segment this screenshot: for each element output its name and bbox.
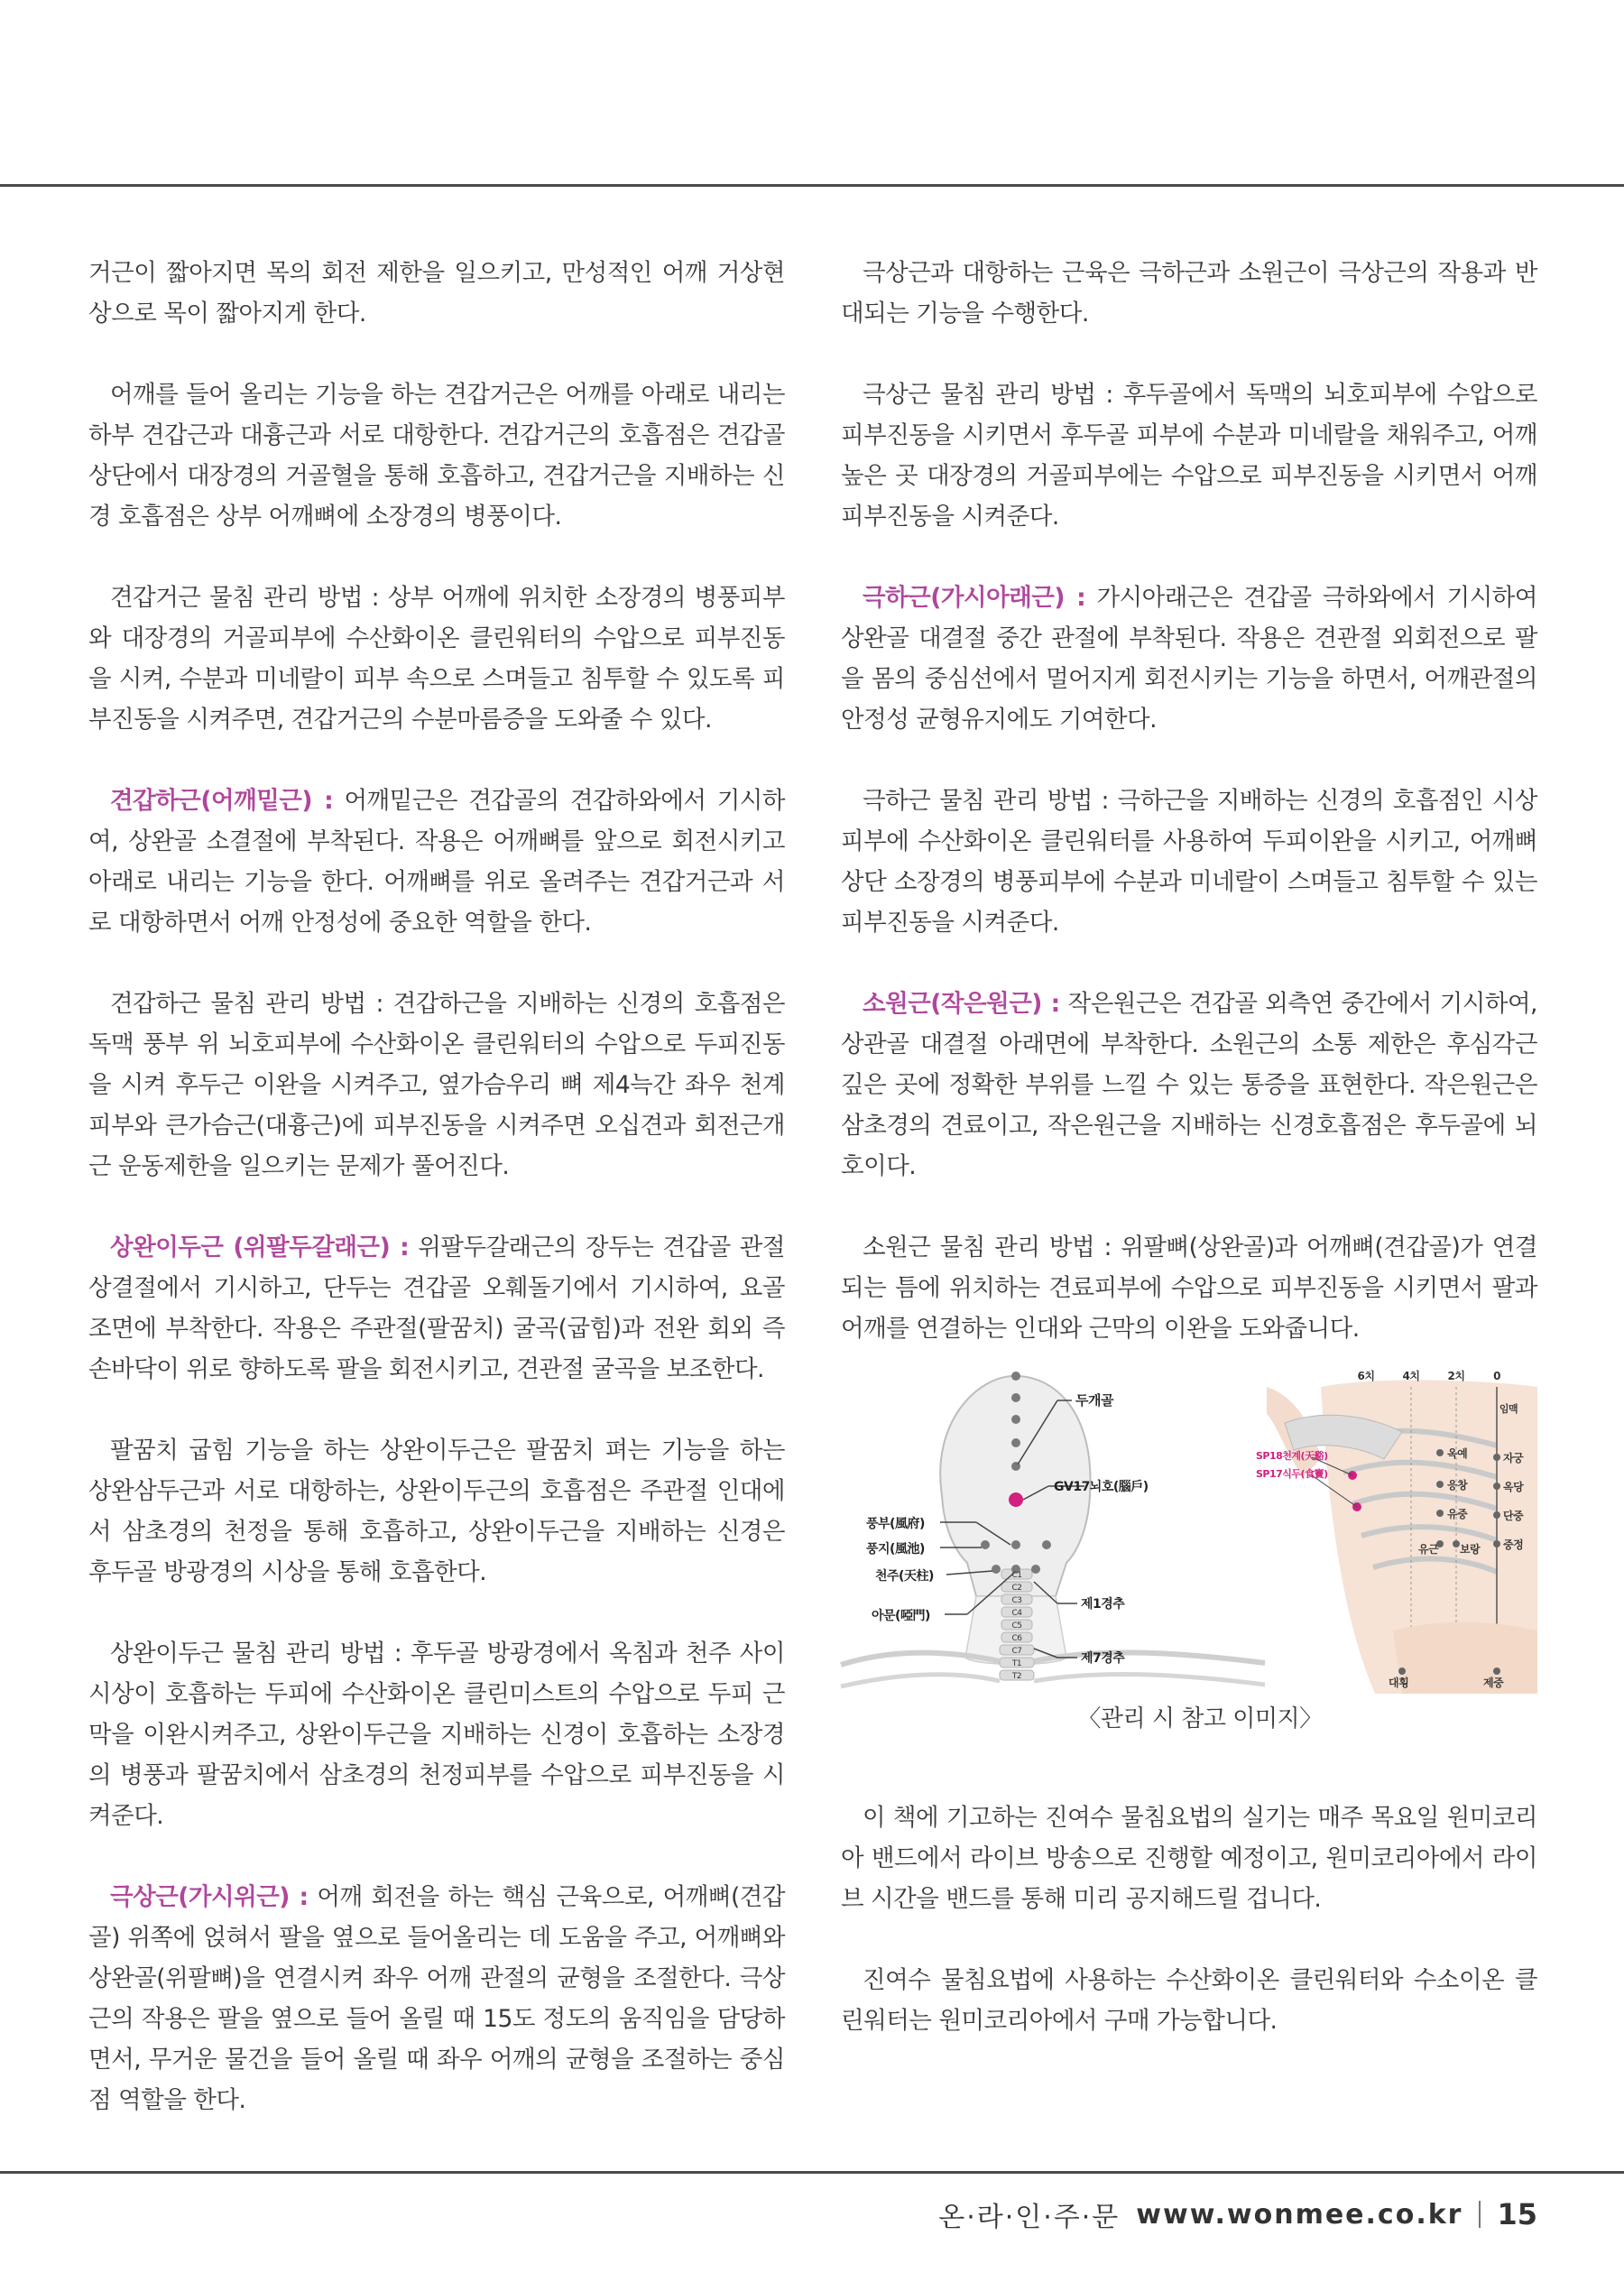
point-label: 보랑 xyxy=(1460,1543,1481,1556)
footer-order-text: 온·라·인·주·문 xyxy=(938,2202,1121,2233)
paragraph: 이 책에 기고하는 진여수 물침요법의 실기는 매주 목요일 원미코리아 밴드에서 라이브 방송으로 진행할 예정이고, 원미코리아에서 라이브 시간을 밴드를 통해 미리 공지해드릴 겁니다. xyxy=(841,1804,1537,1913)
label-fengfu: 풍부(風府) xyxy=(866,1517,925,1531)
paragraph: 소원근 물침 관리 방법 : 위팔뼈(상완골)과 어깨뼈(견갑골)가 연결되는 틈에 위치하는 견료피부에 수압으로 피부진동을 시키면서 팔과 어깨를 연결하는 인대와 근막의 이완을 도와줍니다. xyxy=(841,1233,1537,1343)
reference-figure xyxy=(841,1360,1537,1694)
label-sp18: SP18천계(天谿) xyxy=(1256,1450,1328,1462)
figure-caption: 〈관리 시 참고 이미지〉 xyxy=(1077,1705,1323,1732)
point-label: 옥예 xyxy=(1447,1447,1468,1460)
label-yamen: 아문(啞門) xyxy=(872,1609,930,1623)
page-number: 15 xyxy=(1497,2197,1537,2231)
label-sp17: SP17식두(食竇) xyxy=(1256,1468,1328,1480)
chest-acupoint-diagram xyxy=(1256,1360,1537,1694)
label-fengchi: 풍지(風池) xyxy=(866,1542,925,1557)
top-rule xyxy=(0,184,1624,187)
label-c1: 제1경추 xyxy=(1081,1597,1125,1612)
paragraph: 견갑하근 물침 관리 방법 : 견갑하근을 지배하는 신경의 호흡점은 독맥 풍부 위 뇌호피부에 수산화이온 클린워터의 수압으로 두피진동을 시켜 후두근 이완을 시켜주고, 옆가슴우리 뼈 제4늑간 좌우 천계 피부와 큰가슴근(대흉근)에 피부진동을 시켜주면 오십견과 회전근개근 운동제한을 일으키는 문제가 풀어진다. xyxy=(88,990,785,1180)
vertebra-label: C2 xyxy=(1011,1584,1022,1593)
paragraph xyxy=(841,984,1537,1187)
bottom-rule xyxy=(0,2171,1624,2174)
paragraph: 견갑거근 물침 관리 방법 : 상부 어깨에 위치한 소장경의 병풍피부와 대장경의 거골피부에 수산화이온 클린워터의 수압으로 피부진동을 시켜, 수분과 미네랄이 피부 속으로 스며들고 침투할 수 있도록 피부진동을 시켜주면, 견갑거근의 수분마름증을 도와줄 수 있다. xyxy=(88,584,785,734)
paragraph xyxy=(88,1227,785,1390)
paragraph xyxy=(88,781,785,943)
page-footer xyxy=(938,2194,1537,2234)
footer-divider xyxy=(1479,2201,1481,2228)
paragraph: 극상근과 대항하는 근육은 극하근과 소원근이 극상근의 작용과 반대되는 기능을 수행한다. xyxy=(841,259,1537,328)
section-heading: 극하근(가시아래근) : xyxy=(863,584,1086,612)
right-column xyxy=(841,253,1537,2082)
vertebra-label: T2 xyxy=(1011,1672,1022,1681)
vertebra-label: C3 xyxy=(1011,1596,1022,1605)
scale-label: 2치 xyxy=(1447,1370,1465,1382)
paragraph: 상완이두근 물침 관리 방법 : 후두골 방광경에서 옥침과 천주 사이 시상이 호흡하는 두피에 수산화이온 클린미스트의 수압으로 두피 근막을 이완시켜주고, 상완이두근을 지배하는 신경이 호흡하는 소장경의 병풍과 팔꿈치에서 삼초경의 천정피부를 수압으로 피부진동을 시켜준다. xyxy=(88,1640,785,1830)
label-c7: 제7경추 xyxy=(1081,1651,1125,1666)
point-label: 중정 xyxy=(1503,1538,1524,1551)
section-text: 위팔두갈래근의 장두는 견갑골 관절상결절에서 기시하고, 단두는 견갑골 오훼돌기에서 기시하여, 요골 조면에 부착한다. 작용은 주관절(팔꿈치) 굴곡(굽힘)과 전완 회외 즉 손바닥이 위로 향하도록 팔을 회전시키고, 견관절 굴곡을 보조한다. xyxy=(88,1233,785,1383)
scale-label: 4치 xyxy=(1402,1370,1420,1382)
label-ilmak: 임맥 xyxy=(1499,1403,1518,1415)
section-heading: 견갑하근(어깨밑근) : xyxy=(110,787,334,815)
paragraph: 극하근 물침 관리 방법 : 극하근을 지배하는 신경의 호흡점인 시상피부에 수산화이온 클린워터를 사용하여 두피이완을 시키고, 어깨뼈 상단 소장경의 병풍피부에 수분과 미네랄이 스며들고 침투할 수 있는 피부진동을 시켜준다. xyxy=(841,787,1537,937)
point-label: 단중 xyxy=(1503,1510,1524,1522)
section-text: 어깨 회전을 하는 핵심 근육으로, 어깨뼈(견갑골) 위쪽에 얹혀서 팔을 옆으로 들어올리는 데 도움을 주고, 어깨뼈와 상완골(위팔뼈)을 연결시켜 좌우 어깨 관절의 균형을 조절한다. 극상근의 작용은 팔을 옆으로 들어 올릴 때 15도 정도의 움직임을 담당하면서, 무거운 물건을 들어 올릴 때 좌우 어깨의 균형을 조절하는 중심점 역할을 한다. xyxy=(88,1883,785,2114)
section-heading: 극상근(가시위근) : xyxy=(110,1883,309,1911)
scale-label: 6치 xyxy=(1357,1370,1375,1382)
vertebra-label: C7 xyxy=(1011,1647,1022,1656)
section-text: 어깨밑근은 견갑골의 견갑하와에서 기시하여, 상완골 소결절에 부착된다. 작용은 어깨뼈를 앞으로 회전시키고 아래로 내리는 기능을 한다. 어깨뼈를 위로 올려주는 견갑거근과 서로 대항하면서 어깨 안정성에 중요한 역할을 한다. xyxy=(88,787,786,937)
paragraph: 진여수 물침요법에 사용하는 수산화이온 클린워터와 수소이온 클린워터는 원미코리아에서 구매 가능합니다. xyxy=(841,1966,1537,2035)
paragraph xyxy=(88,1877,785,2120)
point-label: 자궁 xyxy=(1503,1452,1524,1464)
section-heading: 소원근(작은원근) : xyxy=(863,990,1060,1018)
left-column xyxy=(88,253,785,2161)
paragraph xyxy=(841,577,1537,740)
paragraph: 극상근 물침 관리 방법 : 후두골에서 독맥의 뇌호피부에 수압으로 피부진동을 시키면서 후두골 피부에 수분과 미네랄을 채워주고, 어깨 높은 곳 대장경의 거골피부에는 수압으로 피부진동을 시키면서 어깨 피부진동을 시켜준다. xyxy=(841,381,1537,531)
point-label: 옥당 xyxy=(1503,1481,1524,1493)
vertebra-label: C4 xyxy=(1011,1609,1022,1618)
vertebra-label: C5 xyxy=(1011,1621,1022,1631)
footer-url: www.wonmee.co.kr xyxy=(1136,2198,1463,2231)
vertebra-label: T1 xyxy=(1011,1659,1022,1668)
point-label: 제중 xyxy=(1483,1677,1504,1689)
section-text: 가시아래근은 견갑골 극하와에서 기시하여 상완골 대결절 중간 관절에 부착된다. 작용은 견관절 외회전으로 팔을 몸의 중심선에서 멀어지게 회전시키는 기능을 하면서, 어깨관절의 안정성 균형유지에도 기여한다. xyxy=(841,584,1538,734)
vertebra-label: C6 xyxy=(1011,1634,1022,1643)
paragraph: 거근이 짧아지면 목의 회전 제한을 일으키고, 만성적인 어깨 거상현상으로 목이 짧아지게 한다. xyxy=(88,259,785,328)
label-gv17: GV17뇌호(腦戶) xyxy=(1054,1480,1149,1494)
paragraph: 어깨를 들어 올리는 기능을 하는 견갑거근은 어깨를 아래로 내리는 하부 견갑근과 대흉근과 서로 대항한다. 견갑거근의 호흡점은 견갑골 상단에서 대장경의 거골혈을 통해 호흡하고, 견갑거근을 지배하는 신경 호흡점은 상부 어깨뼈에 소장경의 병풍이다. xyxy=(88,381,785,531)
section-text: 작은원근은 견갑골 외측연 중간에서 기시하여, 상관골 대결절 아래면에 부착한다. 소원근의 소통 제한은 후심각근 깊은 곳에 정확한 부위를 느낄 수 있는 통증을 표현한다. 작은원근은 삼초경의 견료이고, 작은원근을 지배하는 신경호흡점은 후두골에 뇌호이다. xyxy=(841,990,1537,1180)
label-skull: 두개골 xyxy=(1075,1392,1113,1409)
point-label: 대횡 xyxy=(1389,1677,1409,1689)
head-acupoint-diagram xyxy=(841,1360,1265,1694)
point-label: 유중 xyxy=(1447,1508,1468,1520)
section-heading: 상완이두근 (위팔두갈래근) : xyxy=(110,1233,410,1261)
paragraph: 팔꿈치 굽힘 기능을 하는 상완이두근은 팔꿈치 펴는 기능을 하는 상완삼두근과 서로 대항하는, 상완이두근의 호흡점은 주관절 인대에서 삼초경의 천정을 통해 호흡하고, 상완이두근을 지배하는 신경은 후두골 방광경의 시상을 통해 호흡한다. xyxy=(88,1437,785,1586)
vertebra-label: C1 xyxy=(1011,1571,1022,1580)
point-label: 응창 xyxy=(1447,1479,1468,1492)
label-tianzhu: 천주(天柱) xyxy=(875,1569,934,1584)
point-label: 유근 xyxy=(1418,1543,1439,1556)
scale-label: 0 xyxy=(1493,1370,1500,1382)
